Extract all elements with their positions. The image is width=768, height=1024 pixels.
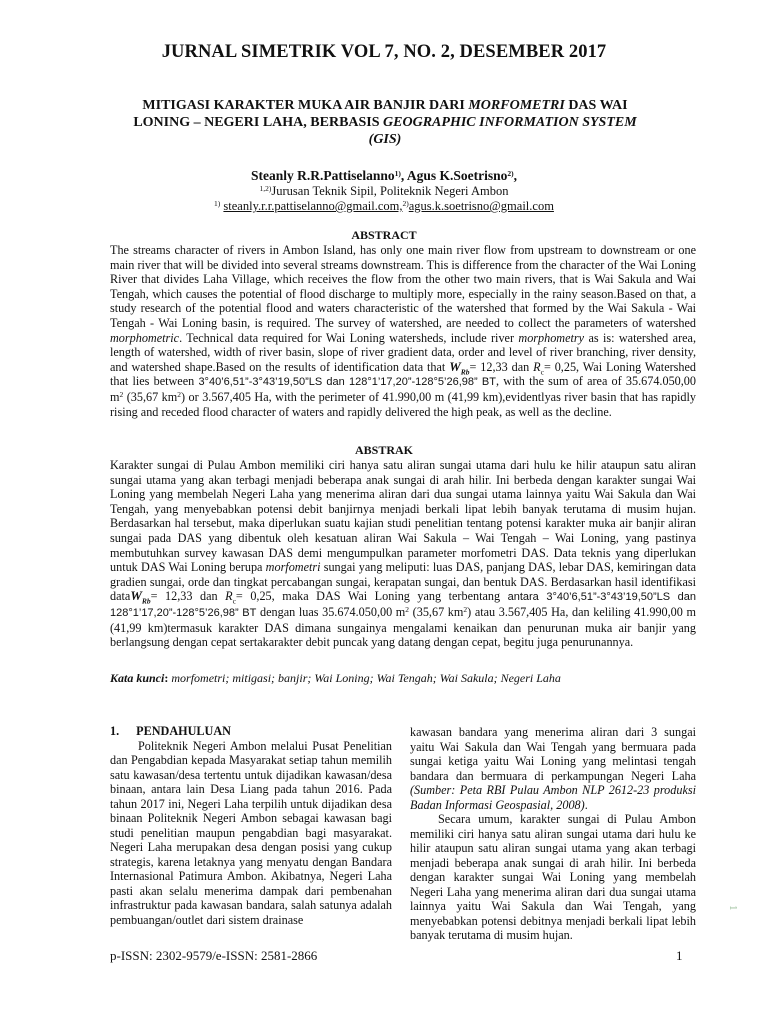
keywords-text: morfometri; mitigasi; banjir; Wai Loning; Wai Tengah; Wai Sakula; Negeri Laha <box>171 671 561 685</box>
abstract-en-italic-2: morphometry <box>518 330 585 345</box>
paragraph-continued-text: kawasan bandara yang menerima aliran dari 3 sungai yaitu Wai Sakula dan Wai Tengah yang bermuara pada sungai ketiga yaitu Wai Loning yang melintasi tengah bandara dan bermuara di perkampungan Negeri Laha <box>410 725 696 783</box>
authors <box>0 168 768 184</box>
wrb-letter-id: W <box>130 588 142 604</box>
rc-sub-id: c <box>232 596 236 606</box>
paper-title <box>105 97 665 148</box>
abstract-en-text-2: . Technical data required for Wai Loning watersheds, include river <box>179 330 519 345</box>
paragraph-continued-end: . <box>584 797 588 812</box>
wrb-sub: Rb <box>460 367 470 377</box>
affiliation-sup: 1,2) <box>259 184 272 193</box>
author-1: Steanly R.R.Pattiselanno <box>250 168 395 183</box>
affiliation-text: Jurusan Teknik Sipil, Politeknik Negeri Ambon <box>271 184 509 198</box>
paragraph-second-text: Secara umum, karakter sungai di Pulau Ambon memiliki ciri hanya satu aliran sungai utama dari hulu ke hilir ataupun satu aliran sungai utama yang akan terbagi menjadi beberapa anak sungai di arah hilir. Ini berbeda dengan karakter sungai Wai Loning yang membelah Negeri Laha yang menerima aliran dari dua sungai utama lainnya yaitu Wai Sakula dan Wai Tengah, yang menyebabkan potensi debitnya menjadi berkali lipat lebih banyak terutama di musim hujan. <box>410 812 696 942</box>
column-right <box>410 725 696 943</box>
abstract-id-text-4: = 0,25, maka DAS Wai Loning yang terbentang <box>235 589 508 604</box>
footer-page-number: 1 <box>676 948 683 963</box>
abstract-heading: ABSTRACT <box>351 228 417 242</box>
rc-letter-id: R <box>225 589 233 604</box>
abstract-en-italic-1: morphometric <box>110 330 180 345</box>
title-line1-a: MITIGASI KARAKTER MUKA AIR BANJIR DARI <box>142 98 469 113</box>
section-heading <box>110 724 392 739</box>
side-mark: 1 <box>727 905 739 911</box>
abstract-en-text-3: as is: watershed area, length of watershed, width of river basin, slope of river gradient data, order and level of river branching, river density, and watershed shape.Based on the results of identification data that <box>110 330 696 374</box>
abstract-en-text-4: = 12,33 dan <box>469 359 534 374</box>
paragraph-intro <box>110 739 392 928</box>
keywords-label: Kata kunci <box>110 671 165 685</box>
email-2-link[interactable]: agus.k.soetrisno@gmail.com <box>408 199 554 213</box>
author-1-sup: 1) <box>394 169 401 178</box>
abstract-en-text-1: The streams character of rivers in Ambon Island, has only one main river flow from upstream to downstream or one main river that will be divided into several streams downstream. This is difference from the character of the Wai Loning River that divides Laha Village, which receives the flow from the other two main rivers, that is Wai Sakula and Wai Tengah, which causes the potential of flood discharge to multiply more, especially in the rainy season.Based on that, a study research of the potential flood and waters characteristic of the watershed that formed by the Wai Sakula - Wai Tengah - Wai Loning basin, is required. The survey of watershed, are needed to collect the parameters of watershed <box>110 243 696 330</box>
footer-issn: p-ISSN: 2302-9579/e-ISSN: 2581-2866 <box>110 948 318 963</box>
keywords-colon: : <box>164 671 172 685</box>
affiliation <box>0 184 768 199</box>
rc-sub: c <box>540 367 544 377</box>
title-line3-italic: (GIS) <box>368 132 402 147</box>
m2-sup: 2 <box>119 389 124 399</box>
abstrak-heading: ABSTRAK <box>354 443 413 457</box>
abstract-id-text-3: = 12,33 dan <box>150 589 226 604</box>
abstract-english <box>110 243 696 419</box>
coordinates-id: antara 3°40’6,51”-3°43’19,50”LS dan 128°1’17,20”-128°5’26,98” BT <box>110 591 696 619</box>
m2-sup-id: 2 <box>405 604 410 614</box>
column-left <box>110 724 392 927</box>
email-1-link[interactable]: steanly.r.r.pattiselanno@gmail.com, <box>223 199 403 213</box>
section-title: PENDAHULUAN <box>136 724 231 738</box>
paragraph-second <box>410 812 696 943</box>
paragraph-continued <box>410 725 696 812</box>
title-line1-italic: MORFOMETRI <box>468 98 565 113</box>
rc-letter: R <box>533 359 541 374</box>
abstract-id-text-7: ) atau 3.567,405 Ha, dan keliling 41.990,00 m (41,99 km)termasuk karakter DAS dimana sungainya mengalami kenaikan dan penurunan muka air banjir yang berlangsung dengan cepat sertakarakter debit puncak yang datang dengan cepat, begitu juga penurunannya. <box>110 604 696 650</box>
abstract-id-text-5: dengan luas 35.674.050,00 m <box>256 604 406 619</box>
title-line1-b: DAS WAI <box>564 98 628 113</box>
abstract-id-text-6: (35,67 km <box>409 604 464 619</box>
author-trail: , <box>513 168 518 183</box>
abstract-id-italic-1: morfometri <box>265 560 321 575</box>
author-2: Agus K.Soetrisno <box>406 168 508 183</box>
wrb-symbol <box>449 358 470 377</box>
abstract-indonesian <box>110 458 696 650</box>
email-1-sup: 1) <box>214 199 221 208</box>
paragraph-intro-text: Politeknik Negeri Ambon melalui Pusat Penelitian dan Pengabdian kepada Masyarakat setiap tahun memilih satu kawasan/desa tertentu untuk dijadikan kawasan/desa binaan, antara lain Desa Liang pada tahun 2016. Pada tahun 2017 ini, Negeri Laha terpilih untuk dijadikan desa binaan Politeknik Negeri Ambon sebagai kawasan bagi studi penelitian maupun pengabdian bagi masyarakat. Negeri Laha merupakan desa dengan posisi yang cukup strategis, karena letaknya yang menyatu dengan Bandara Internasional Patimura Ambon. Akibatnya, Negeri Laha pasti akan selalu menerima dampak dari pembenahan infrastruktur pada kawasan bandara, salah satunya adalah pembuangan/outlet dari sistem drainase <box>110 738 392 927</box>
km2-sup: 2 <box>177 389 182 399</box>
abstract-en-text-6: , with the sum of area of 35.674.050,00 m <box>110 374 696 404</box>
email-2-sup: 2) <box>402 199 409 208</box>
km2-sup-id: 2 <box>463 604 468 614</box>
abstract-en-text-7: (35,67 km <box>123 389 178 404</box>
author-2-sup: 2) <box>507 169 514 178</box>
wrb-symbol-id <box>130 588 151 606</box>
author-sep: , <box>400 168 407 183</box>
abstract-en-text-5: = 0,25, Wai Loning Watershed that lies between <box>110 359 697 389</box>
wrb-sub-id: Rb <box>141 596 151 606</box>
title-line2-italic: GEOGRAPHIC INFORMATION SYSTEM <box>383 115 637 130</box>
title-line2-a: LONING – NEGERI LAHA, BERBASIS <box>133 115 384 130</box>
coordinates-en: 3°40’6,51”-3°43’19,50”LS dan 128°1’17,20”-128°5’26,98” BT <box>198 376 496 389</box>
section-number: 1. <box>110 724 120 738</box>
abstract-id-text-2: sungai yang meliputi: luas DAS, panjang DAS, lebar DAS, kemiringan data gradien sungai, orde dan tingkat percabangan sungai, kerapatan sungai, dan bentuk DAS. Berdasarkan hasil identifikasi data <box>110 560 696 604</box>
abstract-en-text-8: ) or 3.567,405 Ha, with the perimeter of 41.990,00 m (41,99 km),evidentlyas river basin that has rapidly rising and receded flood character of waters and rapidly delivered the high peak, as well as the decline. <box>110 389 696 419</box>
keywords <box>110 671 696 686</box>
abstract-id-text-1: Karakter sungai di Pulau Ambon memiliki ciri hanya satu aliran sungai utama dari hulu ke hilir ataupun satu aliran sungai utama yang akan terbagi menjadi beberapa anak sungai di arah hilir. Ini berbeda dengan karakter sungai Wai Loning yang membelah Negeri Laha yang menerima aliran dari dua sungai utama lainnya yaitu Wai Sakula dan Wai Tengah, yang menyebabkan potensi debit banjirnya menjadi berkali lipat lebih banyak terutama di musim hujan. Berdasarkan hal tersebut, maka diperlukan suatu kajian studi penelitian tentang potensi karakter muka air banjir aliran sungai pada DAS yang dibentuk oleh kesatuan aliran Wai Sakula – Wai Tengah – Wai Loning, yang pastinya membutuhkan survey kawasan DAS demi mengumpulkan parameter morfometri DAS. Data teknis yang diperlukan untuk DAS Wai Loning berupa <box>110 458 696 575</box>
journal-header: JURNAL SIMETRIK VOL 7, NO. 2, DESEMBER 2017 <box>161 42 607 62</box>
source-citation: (Sumber: Peta RBI Pulau Ambon NLP 2612-23 produksi Badan Informasi Geospasial, 2008) <box>410 783 696 812</box>
wrb-letter: W <box>449 358 461 374</box>
emails <box>0 199 768 214</box>
